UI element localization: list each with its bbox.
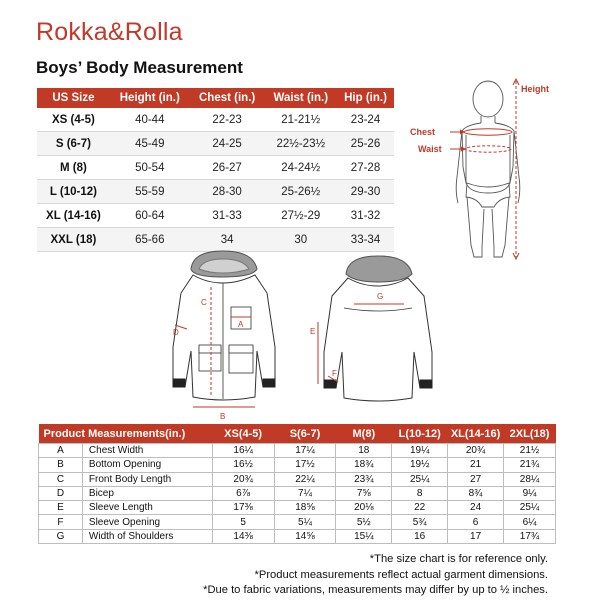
header-cell: Chest (in.) — [190, 88, 265, 108]
table-cell: XS (4-5) — [37, 108, 110, 132]
table-cell: 20¾ — [448, 444, 504, 458]
header-cell: L(10-12) — [392, 424, 448, 444]
table-row — [37, 132, 394, 156]
table-cell: 20¾ — [212, 472, 274, 486]
table-cell: 50-54 — [110, 156, 190, 180]
table-cell: 29-30 — [337, 180, 394, 204]
footnotes — [203, 552, 548, 599]
table-cell: 8 — [392, 486, 448, 500]
label-g: G — [377, 292, 384, 301]
table-cell: 25¼ — [392, 472, 448, 486]
table-cell: Bottom Opening — [82, 458, 212, 472]
jacket-back-diagram — [308, 252, 440, 414]
table-cell: Sleeve Length — [82, 501, 212, 515]
table-cell: 6 — [448, 515, 504, 529]
table-cell: 21 — [448, 458, 504, 472]
table-cell: 25-26½ — [265, 180, 338, 204]
table-cell: 21½ — [504, 444, 556, 458]
table-cell: 34 — [190, 228, 265, 252]
table-cell: E — [39, 501, 83, 515]
table-cell: A — [39, 444, 83, 458]
table-cell: 18 — [336, 444, 392, 458]
table-cell: 5¾ — [392, 515, 448, 529]
table-cell: 19¼ — [392, 444, 448, 458]
table-cell: 16 — [392, 529, 448, 543]
header-cell: Hip (in.) — [337, 88, 394, 108]
table-cell: 27 — [448, 472, 504, 486]
table-cell: 7⅝ — [336, 486, 392, 500]
table-cell: 21-21½ — [265, 108, 338, 132]
table-row — [37, 108, 394, 132]
header-cell: XL(14-16) — [448, 424, 504, 444]
table-cell: Sleeve Opening — [82, 515, 212, 529]
table-cell: 30 — [265, 228, 338, 252]
body-table-header — [37, 88, 394, 108]
chest-measure-line — [464, 129, 512, 135]
table-cell: 26-27 — [190, 156, 265, 180]
label-d: D — [173, 328, 179, 337]
table-cell: 24 — [448, 501, 504, 515]
table-cell: 7¼ — [274, 486, 336, 500]
table-cell: 17⅜ — [212, 501, 274, 515]
table-cell: 22¼ — [274, 472, 336, 486]
header-cell: 2XL(18) — [504, 424, 556, 444]
table-cell: 65-66 — [110, 228, 190, 252]
table-cell: 22 — [392, 501, 448, 515]
table-cell: 22½-23½ — [265, 132, 338, 156]
header-cell: S(6-7) — [274, 424, 336, 444]
table-cell: 27½-29 — [265, 204, 338, 228]
table-cell: 45-49 — [110, 132, 190, 156]
table-cell: 16¼ — [212, 444, 274, 458]
table-cell: M (8) — [37, 156, 110, 180]
table-cell: C — [39, 472, 83, 486]
table-cell: 6⅞ — [212, 486, 274, 500]
table-row — [39, 529, 556, 543]
body-measurement-table — [37, 88, 394, 252]
table-cell: 40-44 — [110, 108, 190, 132]
table-cell: 5 — [212, 515, 274, 529]
table-cell: 19½ — [392, 458, 448, 472]
table-cell: L (10-12) — [37, 180, 110, 204]
table-cell: 24-25 — [190, 132, 265, 156]
table-cell: 27-28 — [337, 156, 394, 180]
label-c: C — [201, 298, 207, 307]
table-row — [39, 472, 556, 486]
header-cell: Waist (in.) — [265, 88, 338, 108]
body-figure-diagram — [400, 75, 560, 265]
table-row — [37, 204, 394, 228]
table-cell: Front Body Length — [82, 472, 212, 486]
table-cell: D — [39, 486, 83, 500]
chest-label: Chest — [410, 127, 436, 137]
table-cell: 18⅝ — [274, 501, 336, 515]
table-cell: Chest Width — [82, 444, 212, 458]
table-cell: Bicep — [82, 486, 212, 500]
table-cell: 55-59 — [110, 180, 190, 204]
fur-hood-back — [346, 256, 412, 282]
table-cell: G — [39, 529, 83, 543]
table-cell: 15¼ — [336, 529, 392, 543]
header-cell: XS(4-5) — [212, 424, 274, 444]
table-cell: 8¾ — [448, 486, 504, 500]
jacket-body — [173, 275, 275, 400]
table-cell: 60-64 — [110, 204, 190, 228]
header-cell: Height (in.) — [110, 88, 190, 108]
table-cell: 22-23 — [190, 108, 265, 132]
header-cell: M(8) — [336, 424, 392, 444]
footnote: *Due to fabric variations, measurements may differ by up to ½ inches. — [203, 584, 548, 596]
table-cell: 33-34 — [337, 228, 394, 252]
table-cell: B — [39, 458, 83, 472]
jacket-front-diagram — [163, 247, 283, 421]
table-cell: 17¾ — [504, 529, 556, 543]
table-cell: 25-26 — [337, 132, 394, 156]
table-cell: 28-30 — [190, 180, 265, 204]
label-a: A — [238, 320, 244, 329]
table-cell: 18¾ — [336, 458, 392, 472]
table-row — [39, 458, 556, 472]
table-cell: 6¼ — [504, 515, 556, 529]
footnote: *The size chart is for reference only. — [369, 553, 548, 565]
table-cell: F — [39, 515, 83, 529]
table-row — [39, 515, 556, 529]
table-row — [37, 180, 394, 204]
table-cell: 14⅜ — [212, 529, 274, 543]
table-cell: S (6-7) — [37, 132, 110, 156]
height-label: Height — [521, 84, 549, 94]
table-cell: Width of Shoulders — [82, 529, 212, 543]
waist-measure-line — [465, 146, 511, 152]
product-table-header — [39, 424, 556, 444]
table-cell: 17½ — [274, 458, 336, 472]
table-cell: 31-32 — [337, 204, 394, 228]
table-cell: 9¼ — [504, 486, 556, 500]
table-cell: 21¾ — [504, 458, 556, 472]
table-cell: 31-33 — [190, 204, 265, 228]
table-cell: 5¼ — [274, 515, 336, 529]
table-cell: 20⅛ — [336, 501, 392, 515]
table-row — [39, 501, 556, 515]
label-b: B — [220, 412, 226, 421]
table-cell: 28¼ — [504, 472, 556, 486]
product-measurement-table — [38, 424, 556, 544]
table-row — [37, 156, 394, 180]
table-cell: 24-24½ — [265, 156, 338, 180]
table-cell: 5½ — [336, 515, 392, 529]
page-title: Boys’ Body Measurement — [36, 58, 243, 77]
figure-head — [473, 81, 503, 117]
waist-label: Waist — [418, 144, 442, 154]
table-cell: 17¼ — [274, 444, 336, 458]
table-cell: 25¼ — [504, 501, 556, 515]
table-cell: 14⅝ — [274, 529, 336, 543]
footnote: *Product measurements reflect actual garment dimensions. — [254, 568, 548, 581]
table-cell: 17 — [448, 529, 504, 543]
table-row — [39, 444, 556, 458]
table-cell: XL (14-16) — [37, 204, 110, 228]
table-cell: XXL (18) — [37, 228, 110, 252]
table-cell: 16½ — [212, 458, 274, 472]
table-row — [39, 486, 556, 500]
label-f: F — [332, 369, 337, 378]
header-cell: Product Measurements(in.) — [39, 424, 213, 444]
header-cell: US Size — [37, 88, 110, 108]
label-e: E — [310, 327, 316, 336]
table-cell: 23¾ — [336, 472, 392, 486]
table-cell: 23-24 — [337, 108, 394, 132]
brand-logo: Rokka&Rolla — [36, 18, 183, 46]
